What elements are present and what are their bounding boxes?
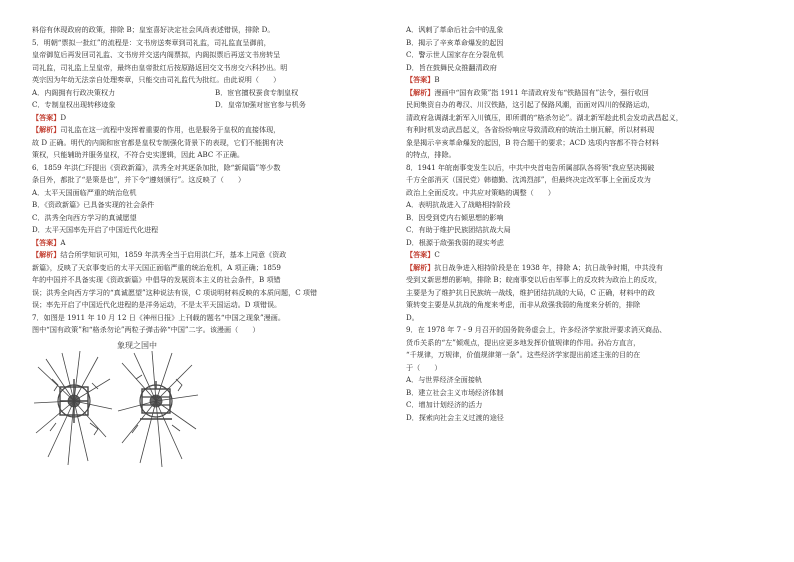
q5-stem-line: 英宗因为年幼无法亲自处理奏章，只能交由司礼监代为批红。由此说明（ ） (32, 75, 281, 84)
q8-analysis-line: 主要是为了维护抗日民族统一战线，维护团结抗战的大局，C 正确，材料中的政 (406, 287, 655, 297)
q6-analysis-line: 新篇》，反映了天京事变后的太平天国正面临严重的统治危机，A 项正确；1859 (32, 262, 281, 272)
q5-analysis-line (32, 124, 388, 137)
q8-stem-line: 政治上全面反攻。中共应对策略的调整（ ） (406, 187, 555, 197)
q6-option-c: C．洪秀全向西方学习的真诚愿望 (32, 212, 137, 222)
q9-option-a: A．与世界经济全面接轨 (406, 375, 483, 384)
q9-stem-line: 9．在 1978 年 7 - 9 月召开的国务院务虚会上，许多经济学家批评要求消灭商品、 (406, 325, 667, 334)
q9-stem-line: 于（ ） (406, 362, 442, 372)
q8-option-b: B．因受到党内右倾思想的影响 (406, 212, 504, 222)
q6-analysis-line: 误；率先开启了中国近代化进程的是洋务运动，不是太平天国运动。D 项错误。 (32, 300, 282, 309)
q7-analysis-line (406, 87, 762, 100)
q7-analysis-line: 有利时机发动武昌起义，各省纷纷响应导致清政府的统治土崩瓦解，所以材料现 (406, 125, 655, 134)
q6-stem-line: 6．1859 年洪仁玕提出《资政新篇》，洪秀全对其逐条加批，除“新闻篇”等少数 (32, 162, 281, 172)
q8-analysis-line: D。 (406, 312, 419, 322)
q5-answer-value: D (60, 112, 67, 122)
q7-analysis-line: 象是揭示辛亥革命爆发的起因，B 符合题干的要求；ACD 选项内容都不符合材料 (406, 137, 659, 147)
question-6 (32, 162, 388, 312)
q8-answer (406, 249, 762, 262)
analysis-tag: 【解析】 (406, 262, 435, 272)
q8-answer-value: C (434, 250, 440, 259)
question-9 (406, 324, 762, 424)
q8-option-c: C．有助于维护民族团结抗战大局 (406, 225, 511, 234)
q7-option-a: A．讽刺了革命后社会中的乱象 (406, 25, 504, 34)
q7-option-b: B．揭示了辛亥革命爆发的起因 (406, 37, 504, 47)
q7-answer (406, 74, 762, 87)
q5-option-a: A．内阁拥有行政决策权力 (32, 87, 116, 97)
q5-option-d: D．皇帝加强对宦官参与机务 (215, 100, 306, 109)
question-8 (406, 162, 762, 325)
q7-analysis-line: 的特点，排除。 (406, 150, 456, 159)
left-column (32, 24, 388, 479)
q8-analysis-line: 受到又新思想的影响，排除 B；皖南事变以后由军事上的反攻转为政治上的反攻， (406, 275, 662, 284)
q6-stem-line: 条目外，都批了“是策是也”，并下令“遵刻颁行”。这反映了（ ） (32, 175, 246, 184)
q8-analysis-line: 策转变主要是从抗战的角度来考虑，而非从敌强我弱的角度来分析的，排除 (406, 300, 641, 309)
q6-analysis-line: 年的中国并不具备实现《资政新篇》中倡导的发展资本主义的社会条件，B 项错 (32, 275, 281, 284)
q7-analysis-line: 清政府急调湖北新军入川镇压，即所谓的“格杀勿论”。湖北新军趁此机会发动武昌起义， (406, 112, 683, 122)
answer-tag: 【答案】 (32, 237, 61, 247)
q8-analysis-text: 抗日战争进入相持阶段是在 1938 年，排除 A；抗日战争时期，中共没有 (434, 262, 663, 272)
q7-option-c: C．警示世人国家存在分裂危机 (406, 50, 504, 59)
q7-option-d: D．旨在鼓舞民众推翻清政府 (406, 62, 497, 72)
q6-option-d: D．太平天国率先开启了中国近代化进程 (32, 225, 159, 234)
q7-stem-line: 7．如图是 1911 年 10 月 12 日《神州日报》上刊载的题名“中国之现象”漫画。 (32, 312, 285, 322)
question-7-continued (406, 24, 762, 162)
q6-option-b: B．《资政新篇》已具备实现的社会条件 (32, 200, 155, 209)
cartoon-caption: 象现之国中 (117, 340, 157, 350)
q6-option-a: A．太平天国面临严重的统治危机 (32, 187, 137, 197)
q5-option-b: B．宦官擅权蚕食专制皇权 (215, 87, 299, 97)
q9-option-d: D．探索向社会主义过渡的途径 (406, 412, 504, 422)
q9-stem-line: “千规律，万规律，价值规律第一条”。这些经济学家提出前述主张的目的在 (406, 350, 641, 359)
q6-analysis-line (32, 249, 388, 262)
q6-analysis-line: 误；洪秀全向西方学习的“真诚愿望”这种说法有误，C 项说明材料反映的本质问题，C 项错 (32, 287, 318, 297)
q4-analysis-continuation: 料俗有休现政府的政策，排除 B；皇室喜好决定社会风尚表述错误，排除 D。 (32, 25, 275, 34)
q6-answer (32, 237, 388, 250)
q5-analysis-line: 故 D 正确。明代的内阁和宦官都是皇权专制强化背景下的表现，它们不能拥有决 (32, 137, 284, 147)
cartoon-figure (32, 339, 200, 479)
q5-analysis-line: 策权，只能辅助并服务皇权，不符合史实逻辑，因此 ABC 不正确。 (32, 150, 244, 159)
question-5 (32, 37, 388, 162)
q9-option-b: B．建立社会主义市场经济体制 (406, 387, 504, 397)
cartoon-illustration (32, 339, 200, 479)
q7-answer-value: B (434, 75, 440, 84)
q5-stem-line: 皇帝御览后再发回司礼监、文书房并交送内阁票拟，内阁拟票后再送文书房转呈 (32, 50, 281, 59)
q7-analysis-text: 漫画中“国有政策”指 1911 年清政府发布“铁路国有”法令，强行收回 (434, 87, 649, 97)
q8-option-d: D．根源于敌强我弱的现实考虑 (406, 237, 504, 247)
q7-stem-line: 图中“国有政策”和“格杀勿论”两粒子弹击碎“中国”二字。该漫画（ ） (32, 325, 260, 334)
q5-options (32, 87, 388, 112)
question-7 (32, 312, 388, 479)
q5-stem-line: 司礼监，司礼监上呈皇帝，最终由皇帝批红后按原路返回交文书房交六科抄出。明 (32, 62, 288, 72)
q8-stem-line: 8．1941 年皖南事变发生以后，中共中央首电告所属部队各将领“我应坚决揭破 (406, 162, 655, 172)
q8-stem-line: 千方全部消灭（国民党）韩德勤、沈鸿烈部”，但最终决定改军事上全面反攻为 (406, 175, 651, 184)
q8-analysis-line (406, 262, 762, 275)
q5-analysis-text: 司礼监在这一流程中发挥着重要的作用，也是服务于皇权的直接体现， (60, 125, 281, 134)
q9-stem-line: 货币关系的“左”倾观点，提出应更多地发挥价值规律的作用。孙冶方直言， (406, 337, 641, 347)
right-column (406, 24, 762, 424)
analysis-tag: 【解析】 (406, 87, 435, 97)
q8-option-a: A．表明抗战进入了战略相持阶段 (406, 200, 511, 209)
q7-analysis-line: 民间集资自办的粤汉、川汉铁路，这引起了保路风潮，而面对四川的保路运动， (406, 100, 655, 109)
q6-analysis-text: 结合所学知识可知，1859 年洪秀全当于启用洪仁玕，基本上同意《资政 (60, 250, 287, 259)
q5-answer (32, 112, 388, 125)
q6-answer-value: A (60, 237, 66, 247)
q5-stem-line: 5．明朝“票拟一批红”的流程是：文书房送奏章到司礼监，司礼监直呈御前， (32, 37, 271, 47)
answer-tag: 【答案】 (406, 75, 435, 84)
answer-tag: 【答案】 (32, 112, 61, 122)
q5-option-c: C．专制皇权出现转移迹象 (32, 100, 116, 109)
analysis-tag: 【解析】 (32, 125, 61, 134)
answer-tag: 【答案】 (406, 250, 435, 259)
analysis-tag: 【解析】 (32, 250, 61, 259)
q9-option-c: C．增加计划经济的活力 (406, 400, 483, 409)
